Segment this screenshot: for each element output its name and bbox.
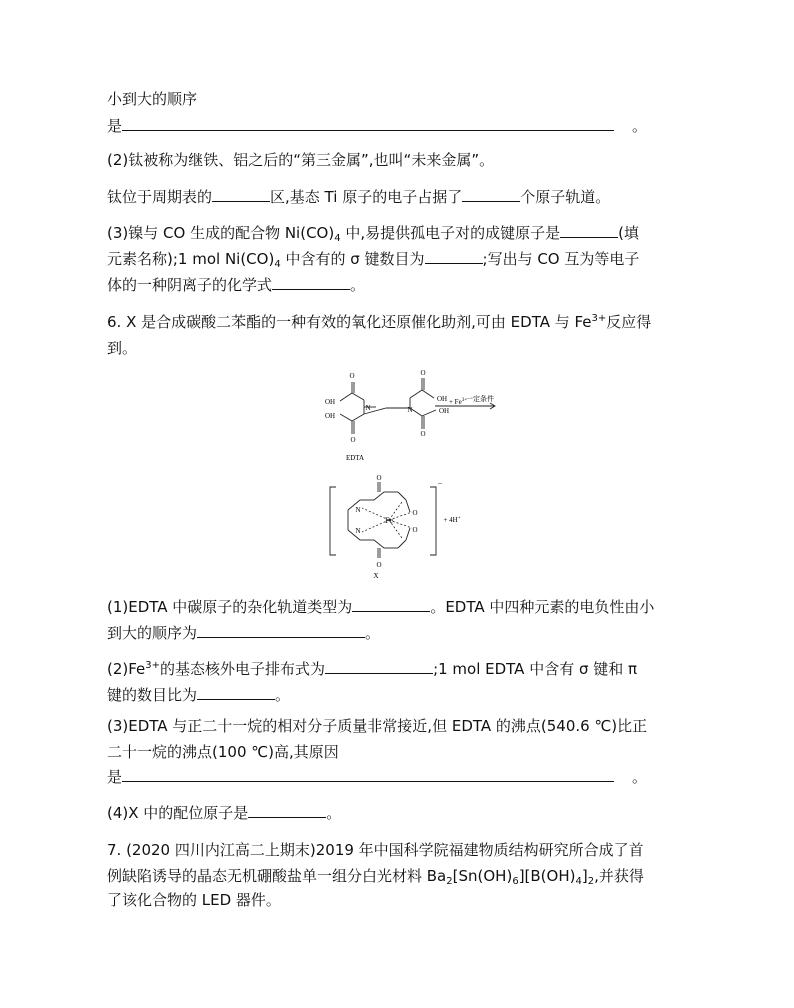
carbonyl-o-top-right: O <box>420 369 426 377</box>
n-atom-label: N <box>355 527 361 535</box>
carbonyl-o-top-left: O <box>349 372 355 380</box>
complex-charge: − <box>437 479 443 488</box>
continuation-line-1: 小到大的顺序 <box>107 90 198 108</box>
problem-7-stem-2: 例缺陷诱导的晶态无机硼酸盐单一组分白光材料 $Ba_2[Sn(OH)_6][B(OH)_4]_2$,并获得 <box>107 867 644 887</box>
carbonyl-o-label: O <box>376 474 382 482</box>
fe-reagent-label: + $Fe^{3+}$ <box>448 398 468 406</box>
product-x-label: X <box>373 572 379 580</box>
answer-blank[interactable] <box>462 186 520 202</box>
fe-center-label: Fe <box>385 516 393 525</box>
answer-blank[interactable] <box>197 684 275 700</box>
answer-blank[interactable] <box>272 274 350 290</box>
edta-name-label: EDTA <box>345 454 365 462</box>
n-atom-label: N <box>407 406 413 414</box>
oh-label: OH <box>438 407 450 415</box>
question-2-blanks: 钛位于周期表的 区,基态 Ti 原子的电子占据了 个原子轨道。 <box>107 188 611 206</box>
oh-label: OH <box>324 412 336 420</box>
problem-6-part-1-line-2: 到大的顺序为 。 <box>107 624 381 642</box>
problem-7-stem-3: 了该化合物的 LED 器件。 <box>107 891 281 909</box>
problem-6-part-2-line-2: 键的数目比为 。 <box>107 686 291 704</box>
continuation-line-2: 是 。 <box>107 117 648 135</box>
problem-6-part-1: (1)EDTA 中碳原子的杂化轨道类型为 。EDTA 中四种元素的电负性由小 <box>107 598 655 616</box>
problem-6-part-3-line-2: 二十一烷的沸点(100 ℃)高,其原因 <box>107 743 339 761</box>
n-atom-label: N <box>365 404 371 412</box>
problem-6-part-3-line-3: 是 。 <box>107 768 648 786</box>
answer-blank[interactable] <box>197 622 365 638</box>
carbonyl-o-right: O <box>420 430 426 438</box>
answer-blank[interactable] <box>248 802 326 818</box>
reaction-condition: 一定条件 <box>466 395 494 403</box>
problem-6-stem-2: 到。 <box>107 339 138 357</box>
answer-blank[interactable] <box>352 596 430 612</box>
carbonyl-o-bottom: O <box>350 436 356 444</box>
carbonyl-o-label: O <box>376 561 382 569</box>
o-atom-label: O <box>412 509 418 517</box>
answer-blank[interactable] <box>122 115 614 131</box>
answer-blank[interactable] <box>560 222 618 238</box>
o-atom-label: O <box>412 526 418 534</box>
problem-6-part-2: $(2)Fe^{3+}$的基态核外电子排布式为 ;1 mol EDTA 中含有 σ 键和 π <box>107 660 638 678</box>
n-atom-label: N <box>355 506 361 514</box>
h-ion-label: + 4H+ <box>443 516 461 524</box>
answer-blank[interactable] <box>325 658 433 674</box>
question-3-line-2: 元素名称);1 mol $Ni(CO)_4$ 中含有的 σ 键数目为 ;写出与 CO 互为等电子 <box>107 250 640 270</box>
answer-blank[interactable] <box>122 766 614 782</box>
question-3-line-1: (3)镍与 CO 生成的配合物 $Ni(CO)_4$ 中,易提供孤电子对的成键原子是 (填 <box>107 224 639 244</box>
problem-7-stem: 7. (2020 四川内江高二上期末)2019 年中国科学院福建物质结构研究所合成了首 <box>107 841 644 859</box>
oh-label: OH <box>436 395 448 403</box>
question-3-line-3: 体的一种阴离子的化学式 。 <box>107 276 366 294</box>
edta-reaction-figure <box>290 360 530 585</box>
answer-blank[interactable] <box>425 248 483 264</box>
oh-label: OH <box>324 398 336 406</box>
question-2-stem: (2)钛被称为继铁、铝之后的“第三金属”,也叫“未来金属”。 <box>107 151 495 169</box>
problem-6-stem: 6. X 是合成碳酸二苯酯的一种有效的氧化还原催化助剂,可由 EDTA 与 $Fe^{3+}$反应得 <box>107 313 652 331</box>
answer-blank[interactable] <box>212 186 270 202</box>
problem-6-part-4: (4)X 中的配位原子是 。 <box>107 804 342 822</box>
problem-6-part-3: (3)EDTA 与正二十一烷的相对分子质量非常接近,但 EDTA 的沸点(540.6 ℃)比正 <box>107 717 648 735</box>
